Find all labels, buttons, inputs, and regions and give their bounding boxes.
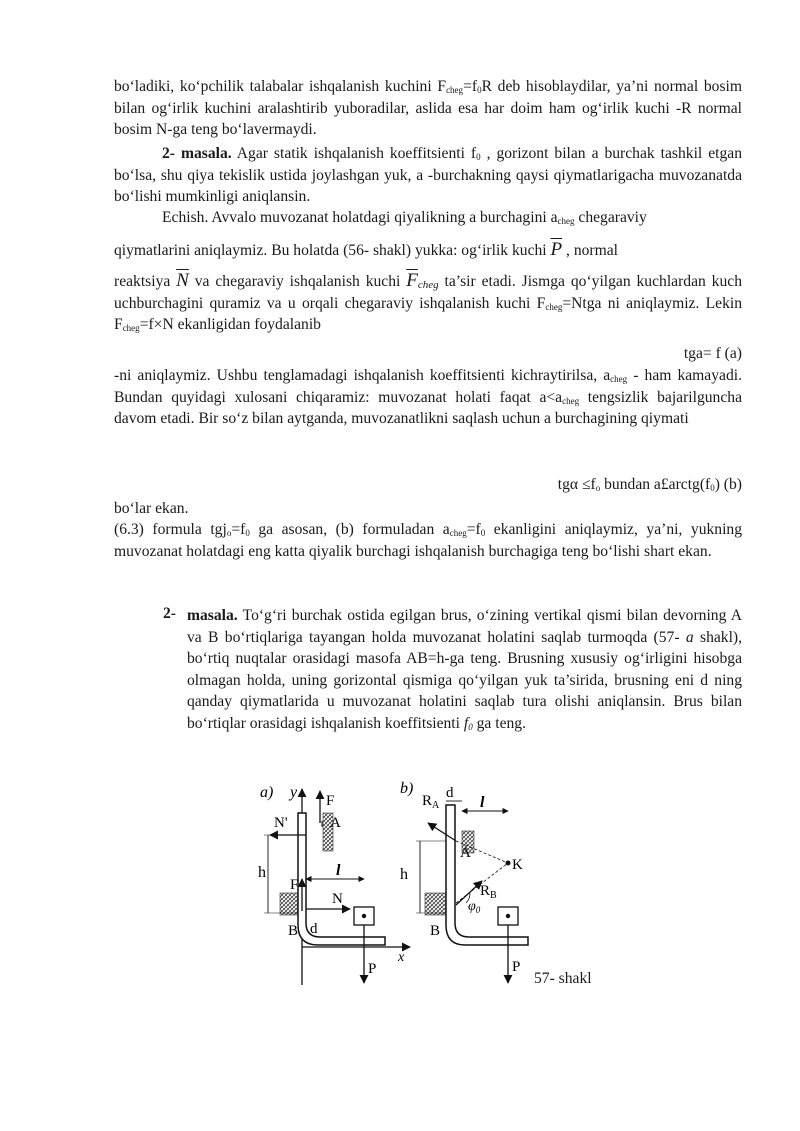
paragraph-forces: qiymatlarini aniqlaymiz. Bu holatda (56- shakl) yukka: og‘irlik kuchi $\overline{P}$ , normal <box>114 239 619 260</box>
paragraph-problem-brus: masala. To‘g‘ri burchak ostida egilgan brus, o‘zining vertikal qismi bilan devorning A va B bo‘rtiqlariga tayangan holda muvozanat holatini saqlab turmoqda (57- a shakl), bo‘rtiq nuqtalar orasidagi masofa AB=h-ga teng. Brusning xususiy og‘irligini hisobga olmagan holda, uning gorizontal qismiga qo‘yilgan yuk ta’sirida, brusning eni d ning qanday qiymatlarida u muvozanat holatini saqlab tura olishi aniqlansin. Brus bilan bo‘rtiqlar orasidagi ishqalanish koeffitsienti $f_0$ ga teng. <box>187 607 743 732</box>
figure-caption: 57- shakl <box>534 970 592 987</box>
paragraph-reaction: reaktsiya $\overline{N}$ va chegaraviy ishqalanish kuchi $\overline{F}_{cheg}$ ta’sir etadi. Jismga qo‘yilgan kuchlardan kuch uchburchagini quramiz va u orqali chegaraviy ishqalanish kuchi $F_{cheg}=Ntga$ ni aniqlaymiz. Lekin $F_{cheg}=f\times N$ ekanligidan foydalanib <box>114 270 743 333</box>
load-center <box>362 914 366 918</box>
panel-b <box>400 780 528 983</box>
equation-a: tga= f (a) <box>683 345 742 362</box>
vector-F-cheg: $\overline{F}$ <box>406 270 418 291</box>
dim-h-label-b: h <box>400 866 408 883</box>
angle-phi-label: $\varphi_0$ <box>468 899 481 915</box>
force-F-label: F <box>290 877 299 893</box>
vector-P: $\overline{P}$ <box>550 239 563 260</box>
point-K <box>506 861 511 866</box>
paragraph-solution: Echish. Avvalo muvozanat holatdagi qiyalikning a burchagini $a_{cheg}$ chegaraviy <box>162 209 647 226</box>
panel-b-label: b) <box>400 780 414 797</box>
point-A-label-b: A <box>460 845 471 861</box>
dim-l-label: l <box>336 862 341 879</box>
dim-d-label-b: d <box>446 785 454 801</box>
equation-b: $tg\alpha \le f_o$ bundan $a£arctg(f_0)$ (b) <box>557 476 742 493</box>
dim-h-label: h <box>258 864 266 881</box>
point-K-label: K <box>512 857 523 873</box>
reaction-RB-label: $R_B$ <box>480 883 497 901</box>
paragraph-formula: (6.3) formula $tgj_o=f_0$ ga asosan, (b) formuladan $a_{cheg}=f_0$ ekanligini aniqlaymiz, ya’ni, yukning muvozanat holatdagi eng katta qiyalik burchagi ishqalanish burchagiga teng bo‘lishi shart ekan. <box>114 521 743 560</box>
point-A-label: A <box>330 815 341 831</box>
point-B-label: B <box>288 923 299 939</box>
problem-number: 2- <box>163 605 176 622</box>
paragraph-conclusion: -ni aniqlaymiz. Ushbu tenglamadagi ishqalanish koeffitsienti kichraytirilsa, $a_{cheg}$ - ham kamayadi. Bundan quyidagi xulosani chiqaramiz: muvozanat holati faqat $a<a_{cheg}$ tengsizlik bajarilguncha davom etadi. Bir so‘z bilan aytganda, muvozanatlikni saqlash uchun a burchagining qiymati <box>114 367 742 427</box>
x-axis-label: x <box>398 950 405 965</box>
paragraph-1: bo‘ladiki, ko‘pchilik talabalar ishqalanish kuchini $F_{cheg}=f_0R$ deb hisoblaydilar, ya’ni normal bosim bilan og‘irlik kuchini aralashtirib yuboradilar, aslida esa har doim ham og‘irlik kuchi -R normal bosim N-ga teng bo‘lavermaydi. <box>114 78 742 138</box>
paragraph-result: bo‘lar ekan. <box>114 500 189 517</box>
reaction-RA-label: $R_A$ <box>422 793 440 811</box>
normal-N-prime-label: N' <box>274 815 288 831</box>
weight-P-label: P <box>368 961 377 977</box>
paragraph-problem-2: 2- masala. Agar statik ishqalanish koeffitsienti $f_0$ , gorizont bilan a burchak tashkil etgan bo‘lsa, shu qiya tekislik ustida joylashgan yuk, a -burchakning qaysi qiymatlarigacha muvozanatda bo‘lishi mumkinligi aniqlansin. <box>114 145 743 205</box>
panel-a-label: a) <box>260 784 274 801</box>
weight-P-label-b: P <box>512 959 521 975</box>
dim-l-label-b: l <box>480 794 485 811</box>
figure-57 <box>250 775 540 990</box>
wall-block-B-b <box>425 893 447 915</box>
point-B-label-b: B <box>430 923 441 939</box>
force-F-prime-label: F <box>326 793 335 809</box>
normal-N-label: N <box>332 891 343 907</box>
dim-d-label: d <box>310 921 318 937</box>
y-axis-label: y <box>290 784 298 801</box>
panel-a <box>258 784 410 985</box>
vector-N: $\overline{N}$ <box>176 270 189 291</box>
